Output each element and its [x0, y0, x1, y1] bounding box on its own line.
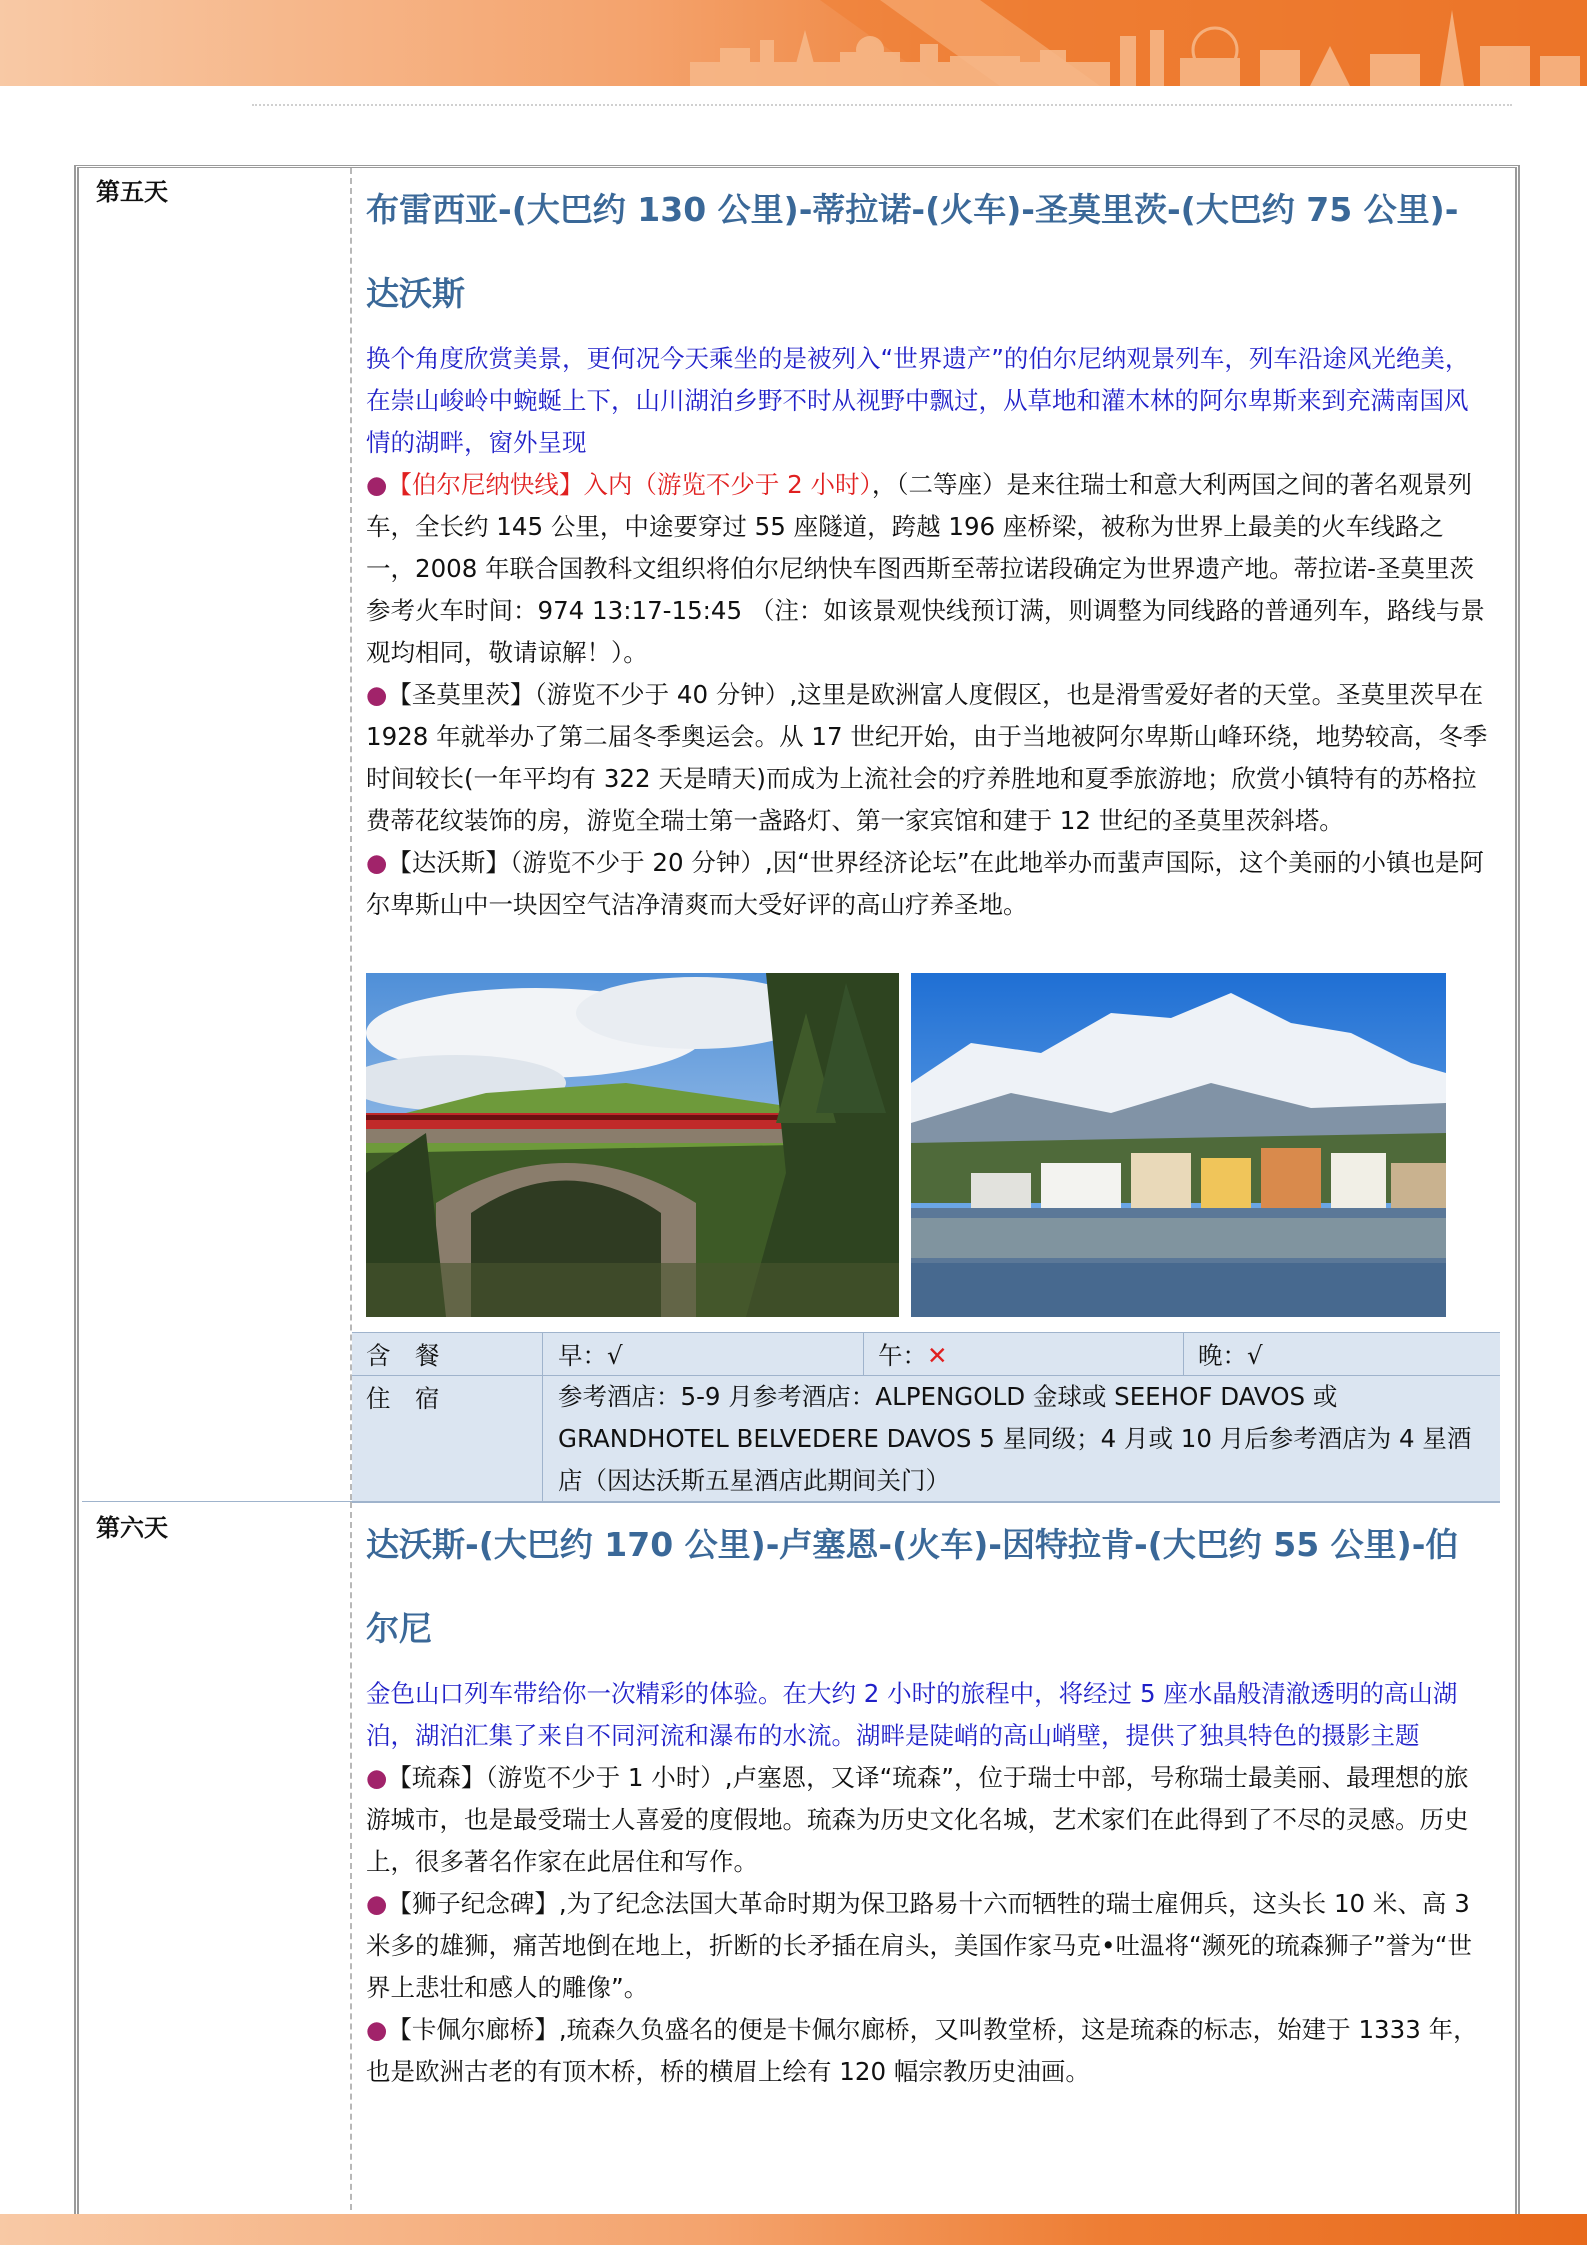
- st-moritz-lake-photo: [911, 973, 1446, 1317]
- day-content: [366, 1503, 1490, 2093]
- header-banner: [0, 0, 1587, 86]
- header-divider: [252, 104, 1512, 106]
- day-content: [366, 168, 1490, 926]
- item-heading: 【圣莫里茨】: [387, 680, 535, 709]
- item-text: （游览不少于 40 分钟）,这里是欧洲富人度假区，也是滑雪爱好者的天堂。圣莫里茨早在 1928 年就举办了第二届冬季奥运会。从 17 世纪开始，由于当地被阿尔卑斯山峰环绕，地势较高，冬季时间较长(一年平均有 322 天是晴天)而成为上流社会的疗养胜地和夏季旅游地；欣赏小镇特有的苏格拉费蒂花纹装饰的房，游览全瑞士第一盏路灯、第一家宾馆和建于 12 世纪的圣莫里茨斜塔。: [366, 680, 1488, 835]
- cell-divider: [542, 1333, 543, 1375]
- day-label: 第六天: [96, 1514, 168, 1542]
- lunch-label: 午：: [878, 1341, 927, 1370]
- item-text: ,琉森久负盛名的便是卡佩尔廊桥，又叫教堂桥，这是琉森的标志，始建于 1333 年，也是欧洲古老的有顶木桥，桥的横眉上绘有 120 幅宗教历史油画。: [366, 2015, 1478, 2086]
- bullet-icon: ●: [366, 848, 388, 877]
- day-intro: 金色山口列车带给你一次精彩的体验。在大约 2 小时的旅程中，将经过 5 座水晶般清澈透明的高山湖泊，湖泊汇集了来自不同河流和瀑布的水流。湖畔是陡峭的高山峭壁，提供了独具特色的摄影主题: [366, 1679, 1458, 1750]
- cross-icon: ✕: [927, 1341, 948, 1370]
- list-item: [366, 1883, 1490, 2009]
- day-label: 第五天: [96, 178, 168, 206]
- hotel-text: 参考酒店：5-9 月参考酒店：ALPENGOLD 金球或 SEEHOF DAVOS 或 GRANDHOTEL BELVEDERE DAVOS 5 星同级；4 月或 10 月后参考酒店为 4 星酒店（因达沃斯五星酒店此期间关门）: [558, 1382, 1472, 1495]
- item-text: （游览不少于 20 分钟）,因“世界经济论坛”在此地举办而蜚声国际，这个美丽的小镇也是阿尔卑斯山中一块因空气洁净清爽而大受好评的高山疗养圣地。: [366, 848, 1485, 919]
- item-heading: 【达沃斯】: [387, 848, 510, 877]
- item-heading: 【狮子纪念碑】: [387, 1889, 559, 1918]
- breakfast: 早：√: [558, 1341, 623, 1370]
- bullet-icon: ●: [366, 1889, 388, 1918]
- lunch: [878, 1337, 948, 1372]
- item-text: ,为了纪念法国大革命时期为保卫路易十六而牺牲的瑞士雇佣兵，这头长 10 米、高 3 米多的雄狮，痛苦地倒在地上，折断的长矛插在肩头，美国作家马克•吐温将“濒死的琉森狮子”誉为“世界上悲壮和感人的雕像”。: [366, 1889, 1473, 2002]
- item-heading: 【卡佩尔廊桥】: [387, 2015, 559, 2044]
- list-item: [366, 2009, 1490, 2093]
- meals-hotel-table: [352, 1332, 1500, 1503]
- list-item: [366, 674, 1490, 842]
- bullet-icon: ●: [366, 1763, 388, 1792]
- cell-divider: [1183, 1333, 1184, 1375]
- day-title: 布雷西亚-(大巴约 130 公里)-蒂拉诺-(火车)-圣莫里茨-(大巴约 75 公里)-达沃斯: [366, 190, 1459, 313]
- column-divider: [350, 168, 352, 1500]
- photo-row: [366, 973, 1446, 1317]
- list-item: [366, 842, 1490, 926]
- bernina-train-bridge-photo: [366, 973, 899, 1317]
- item-heading: 【伯尔尼纳快线】入内（游览不少于 2 小时）: [387, 470, 872, 499]
- day-intro: 换个角度欣赏美景，更何况今天乘坐的是被列入“世界遗产”的伯尔尼纳观景列车，列车沿途风光绝美，在崇山峻岭中蜿蜒上下，山川湖泊乡野不时从视野中飘过，从草地和灌木林的阿尔卑斯来到充满南国风情的湖畔，窗外呈现: [366, 344, 1470, 457]
- item-text: （游览不少于 1 小时）,卢塞恩，又译“琉森”，位于瑞士中部，号称瑞士最美丽、最理想的旅游城市，也是最受瑞士人喜爱的度假地。琉森为历史文化名城，艺术家们在此得到了不尽的灵感。历史上，很多著名作家在此居住和写作。: [366, 1763, 1469, 1876]
- hotel-row: [352, 1376, 1500, 1503]
- footer-banner: [0, 2214, 1587, 2245]
- dinner: 晚：√: [1198, 1341, 1263, 1370]
- column-divider: [350, 1502, 352, 2230]
- bullet-icon: ●: [366, 470, 388, 499]
- list-item: [366, 1757, 1490, 1883]
- item-text: ，（二等座）是来往瑞士和意大利两国之间的著名观景列车，全长约 145 公里，中途要穿过 55 座隧道，跨越 196 座桥梁，被称为世界上最美的火车线路之一，2008 年联合国教科文组织将伯尔尼纳快车图西斯至蒂拉诺段确定为世界遗产地。蒂拉诺-圣莫里茨参考火车时间：974 13:17-15:45 （注：如该景观快线预订满，则调整为同线路的普通列车，路线与景观均相同，敬请谅解！）。: [366, 470, 1485, 667]
- city-skyline-decoration: [0, 0, 1587, 86]
- meals-label: 含 餐: [366, 1341, 440, 1370]
- meals-row: [352, 1333, 1500, 1376]
- hotel-label: 住 宿: [366, 1384, 440, 1413]
- list-item: [366, 464, 1490, 674]
- item-heading: 【琉森】: [387, 1763, 486, 1792]
- bullet-icon: ●: [366, 680, 388, 709]
- cell-divider: [542, 1376, 543, 1502]
- bullet-icon: ●: [366, 2015, 388, 2044]
- cell-divider: [863, 1333, 864, 1375]
- day-title: 达沃斯-(大巴约 170 公里)-卢塞恩-(火车)-因特拉肯-(大巴约 55 公里)-伯尔尼: [366, 1525, 1459, 1648]
- day-divider: [82, 1501, 1500, 1502]
